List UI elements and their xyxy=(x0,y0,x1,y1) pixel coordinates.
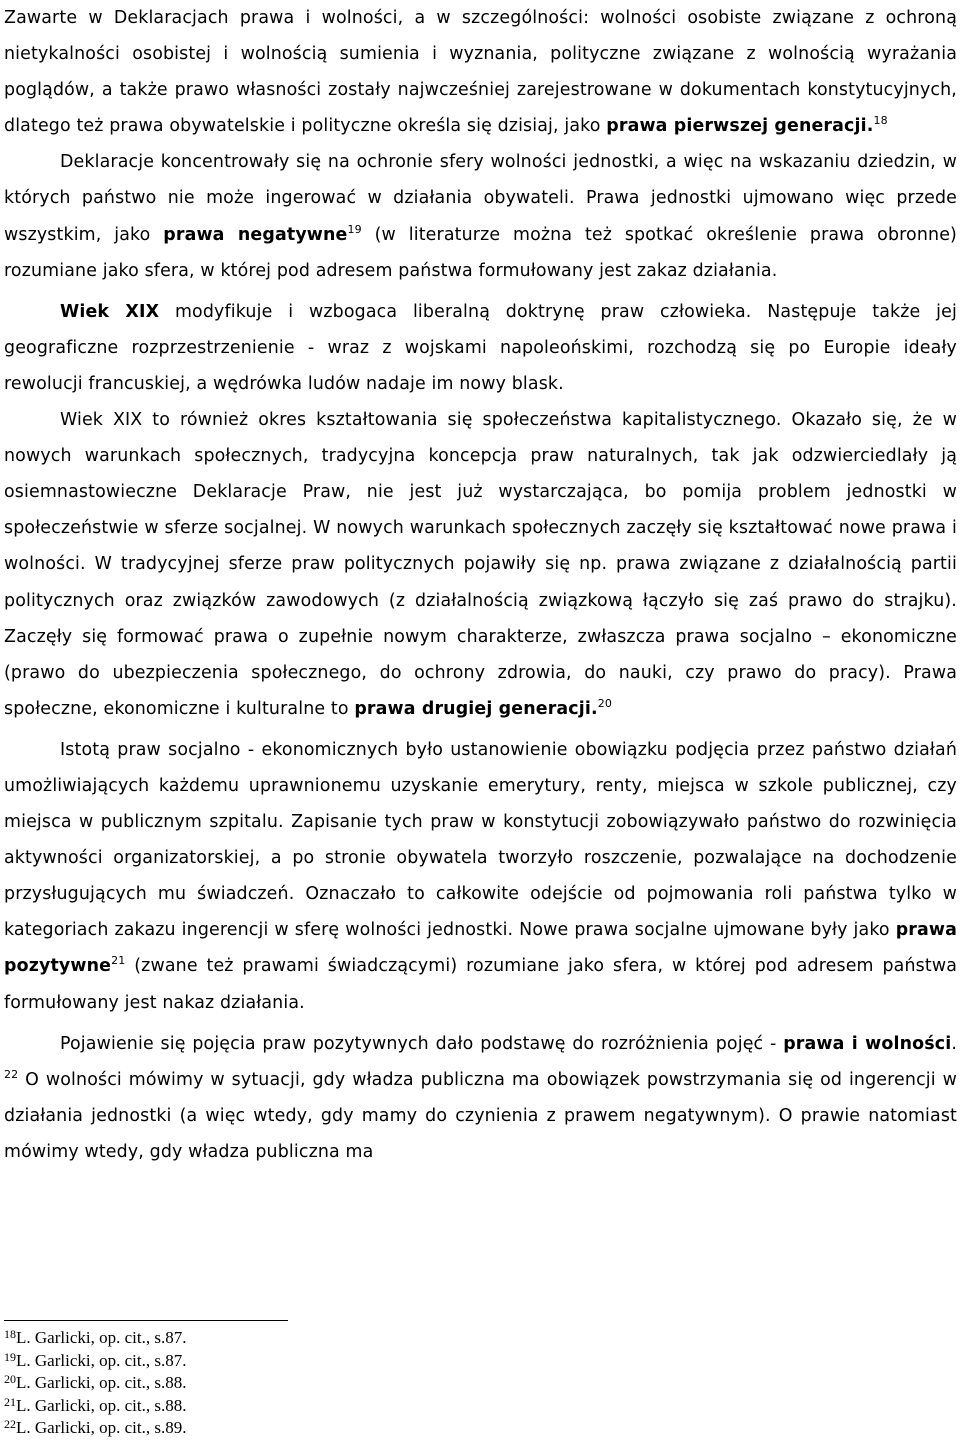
footnote-text: L. Garlicki, op. cit., s.87. xyxy=(16,1350,187,1370)
footnote-number: 18 xyxy=(4,1327,16,1341)
footnote xyxy=(4,1372,186,1395)
paragraph xyxy=(4,402,957,727)
footnote xyxy=(4,1327,186,1350)
text-run: Deklaracje koncentrowały się na ochronie sfery wolności jednostki, a więc na wskazaniu dziedzin, w których państwo nie może ingerować w działania obywateli. Prawa jednostki ujmowano więc przede wszystkim, jako xyxy=(4,152,957,245)
footnote-number: 20 xyxy=(4,1372,16,1387)
footnote-number: 22 xyxy=(4,1417,16,1432)
document-body xyxy=(4,0,957,1170)
paragraph xyxy=(4,732,957,1021)
footnote-ref: 18 xyxy=(873,114,888,128)
footnote xyxy=(4,1417,186,1440)
text-run: (zwane też prawami świadczącymi) rozumiane jako sfera, w której pod adresem państwa formułowany jest nakaz działania. xyxy=(4,956,957,1013)
text-run: Zawarte w Deklaracjach prawa i wolności, a w szczególności: wolności osobiste związane z ochroną nietykalności osobistej i wolnością sumienia i wyznania, polityczne związane z wolnością wyrażania poglądów, a także prawo własności zostały najwcześniej zarejestrowane w dokumentach konstytucyjnych, dlatego też prawa obywatelskie i polityczne określa się dzisiaj, jako xyxy=(4,8,957,137)
footnote-text: L. Garlicki, op. cit., s.88. xyxy=(16,1395,187,1415)
text-run: Wiek XIX to również okres kształtowania się społeczeństwa kapitalistycznego. Okazało się, że w nowych warunkach społecznych, tradycyjna koncepcja praw naturalnych, tak jak odzwierciedlały ją osiemnastowieczne Deklaracje Praw, nie jest już wystarczająca, bo pomija problem jednostki w społeczeństwie w sferze socjalnej. W nowych warunkach społecznych zaczęły się kształtować nowe prawa i wolności. W tradycyjnej sferze praw politycznych pojawiły się np. prawa związane z działalnością partii politycznych oraz związków zawodowych (z działalnością związkową łączyło się zaś prawo do strajku). Zaczęły się formować prawa o zupełnie nowym charakterze, zwłaszcza prawa socjalno – ekonomiczne (prawo do ubezpieczenia społecznego, do ochrony zdrowia, do nauki, czy prawo do pracy). Prawa społeczne, ekonomiczne i kulturalne to xyxy=(4,410,957,719)
footnote xyxy=(4,1395,186,1418)
text-run: O wolności mówimy w sytuacji, gdy władza publiczna ma obowiązek powstrzymania się od ingerencji w działania jednostki (a więc wtedy, gdy mamy do czynienia z prawem negatywnym). O prawie natomiast mówimy wtedy, gdy władza publiczna ma xyxy=(4,1069,957,1162)
footnote-text: L. Garlicki, op. cit., s.87. xyxy=(16,1328,187,1347)
bold-term: prawa pierwszej generacji. xyxy=(606,116,874,137)
text-run: (w literaturze można też spotkać określenie prawa obronne) rozumiane jako sfera, w której pod adresem państwa formułowany jest zakaz działania. xyxy=(4,224,957,281)
paragraph xyxy=(4,144,957,288)
footnote-ref: 20 xyxy=(597,696,613,710)
text-run: Istotą praw socjalno - ekonomicznych było ustanowienie obowiązku podjęcia przez państwo działań umożliwiających każdemu uprawnionemu uzyskanie emerytury, renty, miejsca w szkole publicznej, czy miejsca w publicznym szpitalu. Zapisanie tych praw w konstytucji zobowiązywało państwo do rozwinięcia aktywności organizatorskiej, a po stronie obywatela tworzyło roszczenie, pozwalające na dochodzenie przysługujących mu świadczeń. Oznaczało to całkowite odejście od pojmowania roli państwa tylko w kategoriach zakazu ingerencji w sferę wolności jednostki. Nowe prawa socjalne ujmowane były jako xyxy=(4,739,957,941)
footnote xyxy=(4,1350,186,1373)
bold-term: prawa drugiej generacji. xyxy=(354,698,598,719)
bold-term: Wiek XIX xyxy=(60,301,160,322)
bold-term: prawa negatywne xyxy=(163,224,348,245)
footnote-ref: 19 xyxy=(347,222,362,236)
text-run: Pojawienie się pojęcia praw pozytywnych dało podstawę do rozróżnienia pojęć - xyxy=(60,1033,784,1054)
footnote-text: L. Garlicki, op. cit., s.88. xyxy=(16,1373,187,1393)
footnote-ref: 21 xyxy=(111,954,126,968)
text-run: . xyxy=(951,1033,957,1054)
footnote-separator xyxy=(4,1320,288,1321)
footnote-ref: 22 xyxy=(4,1067,19,1081)
paragraph xyxy=(4,0,957,144)
paragraph xyxy=(4,294,957,402)
footnote-number: 19 xyxy=(4,1349,16,1364)
footnotes xyxy=(4,1327,186,1440)
footnote-text: L. Garlicki, op. cit., s.89. xyxy=(16,1418,187,1438)
text-run: modyfikuje i wzbogaca liberalną doktrynę praw człowieka. Następuje także jej geograficzne rozprzestrzenienie - wraz z wojskami napoleońskimi, rozchodzą się po Europie ideały rewolucji francuskiej, a wędrówka ludów nadaje im nowy blask. xyxy=(4,301,957,394)
paragraph xyxy=(4,1026,957,1170)
footnote-number: 21 xyxy=(4,1394,16,1409)
bold-term: prawa pozytywne xyxy=(4,920,957,977)
bold-term: prawa i wolności xyxy=(783,1033,952,1054)
